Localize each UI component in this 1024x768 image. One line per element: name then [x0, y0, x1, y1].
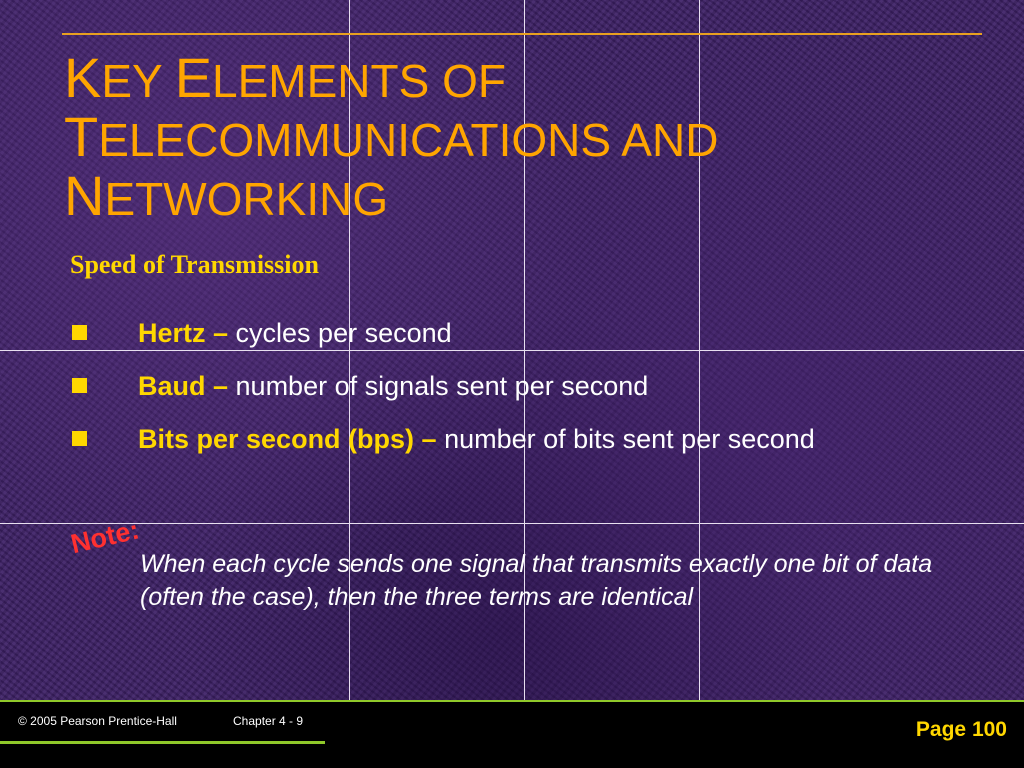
title-word-cap: E [174, 46, 213, 109]
chapter-label: Chapter 4 - 9 [233, 714, 304, 728]
footer-underline [0, 741, 325, 744]
square-bullet-icon [72, 431, 87, 446]
bullet-term: Baud – [138, 371, 229, 401]
footer [0, 700, 1024, 768]
bullet-text [138, 421, 892, 457]
bullet-term: Bits per second (bps) – [138, 424, 437, 454]
bullet-item [72, 368, 892, 404]
bullet-description: number of signals sent per second [228, 371, 649, 401]
title-word-rest: EY [101, 55, 162, 107]
title-word-rest: ELECOMMUNICATIONS AND [98, 114, 719, 166]
bullet-description: number of bits sent per second [436, 424, 815, 454]
bullet-item [72, 315, 892, 351]
page-number: Page 100 [915, 718, 1007, 741]
footer-divider [0, 700, 1024, 702]
bullet-item [72, 421, 892, 457]
bullet-term: Hertz – [138, 318, 229, 348]
square-bullet-icon [72, 378, 87, 393]
title-word-rest: LEMENTS OF [212, 55, 506, 107]
title-line-3 [64, 164, 964, 227]
note-text: When each cycle sends one signal that transmits exactly one bit of data (often the case), then the three terms are identical [140, 550, 933, 611]
note-label: Note: [68, 514, 142, 560]
title-word-cap: N [64, 164, 105, 227]
slide-subtitle: Speed of Transmission [70, 250, 319, 279]
title-line-1 [64, 46, 964, 109]
bullet-text [138, 368, 892, 404]
slide-title [64, 46, 964, 227]
title-word-cap: T [64, 105, 99, 168]
title-word-rest: ETWORKING [104, 173, 389, 225]
bullet-text [138, 315, 892, 351]
bullet-description: cycles per second [228, 318, 452, 348]
square-bullet-icon [72, 325, 87, 340]
title-line-2 [64, 105, 964, 168]
copyright-text: © 2005 Pearson Prentice-Hall [18, 714, 177, 728]
title-rule [62, 33, 982, 35]
title-word-cap: K [64, 46, 102, 109]
grid-line [0, 523, 1024, 524]
